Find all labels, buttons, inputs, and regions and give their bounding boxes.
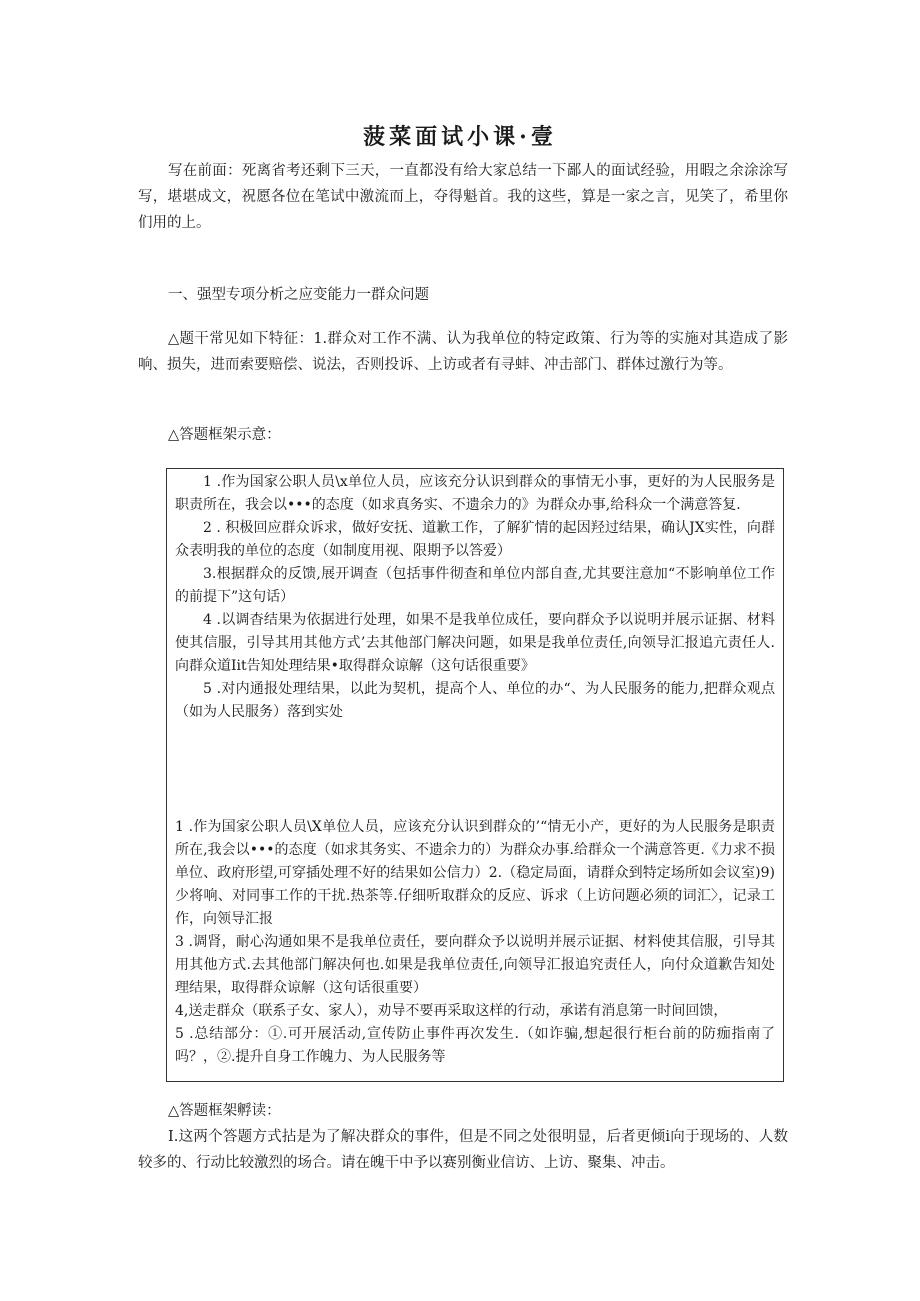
framework-item: 4 .以调杳结果为依据进行处理，如果不是我单位成任，要向群众予以说明并展示证据、材料使其信服，引导其用其他方式’去其他部门解决问题，如果是我单位责任,向领导汇报追亢责任人. 向群众道Iit告知处理结果•取得群众谅解（这句话很重要》: [175, 612, 775, 674]
framework-item: 5 .对内通报处理结果，以此为契机，提高个人、单位的办“、为人民服务的能力,把群众观点（如为人民服务）落到实处: [175, 681, 775, 720]
framework-part-one: [175, 471, 775, 724]
framework-item: 4,送走群众（联系子女、家人），劝导不要再采取这样的行动，承诺有消息第一时间回馈，: [175, 1003, 728, 1019]
intro-paragraph: 写在前面：死离省考还剩下三天，一直都没有给大家总结一下鄙人的面试经验，用暇之余涂涂写写，堪堪成文，祝愿各位在笔试中激流而上，夺得魁首。我的这些，算是一家之言，见笑了，希里你们用的上。: [138, 163, 788, 231]
framework-item: 5 .总结部分：①.可开展活动,宣传防止事件再次发生.（如诈骗,想起很行柜台前的防痂指南了吗？，②.提升自身工作魄力、为人民服务等: [175, 1026, 775, 1065]
interpret-label: △答题框架孵读：: [168, 1103, 281, 1119]
framework-part-two: [175, 816, 775, 1069]
framework-label: △答题框架示意：: [168, 427, 281, 443]
answer-framework-box: [166, 468, 784, 1082]
section-heading: 一、强型专项分析之应变能力一群众问题: [168, 287, 429, 303]
framework-item: 3.根据群众的反馈,展开调查（包括事件彻查和单位内部自查,尤其要注意加“不影响单位工作的前提下”这句话）: [175, 566, 775, 605]
framework-item: 1 .作为国家公职人员\X单位人员，应该充分认识到群众的’“情无小产，更好的为人民服务是职责所在,我会以•••的态度（如求其务实、不遗余力的）为群众办事.给群众一个满意答更.《力求不损单位、政府形望,可穿插处理不好的结果如公信力）2.（稳定局面，请群众到特定场所如会议室)9)少将响、对同事工作的干扰.热茶等.仔细听取群众的反应、诉求（上访问题必须的词汇〉，记录工作，向领导汇报: [175, 819, 775, 927]
framework-item: 1 .作为国家公职人员\x单位人员，应该充分认识到群众的事情无小事，更好的为人民服务是职责所在，我会以•••的态度（如求真务实、不遗余力的》为群众办事,给科众一个满意答复.: [175, 474, 775, 513]
interpret-paragraph: I.这两个答题方式拈是为了解决群众的事件，但是不同之处很明显，后者更倾i向于现场的、人数较多的、行动比较激烈的场合。请在魄干中予以赛别衡业信访、上访、聚集、冲击。: [138, 1129, 788, 1171]
framework-item: 2 . 积极回应群众诉求，做好安抚、道歉工作，了解犷情的起因羟过结果，确认JX实性，向群众表明我的单位的态度（如制度用视、限期予以答爱）: [175, 520, 775, 559]
framework-item: 3 .调肾，耐心沟通如果不是我单位责任，要向群众予以说明并展示证据、材料使其信服，引导其用其他方式.去其他部门解决何也.如果是我单位责任,向领导汇报追究责任人，向付众道歉告知处理结果，取得群众谅解（这句话很重要）: [175, 934, 775, 996]
feature-paragraph: △题干常见如下特征：1.群众对工作不满、认为我单位的特定政策、行为等的实施对其造成了影响、损失，进而索要赔偿、说法，否则投诉、上访或者有寻蚌、冲击部门、群体过激行为等。: [138, 331, 788, 373]
page-title: 菠菜面试小课·壹: [363, 124, 557, 150]
